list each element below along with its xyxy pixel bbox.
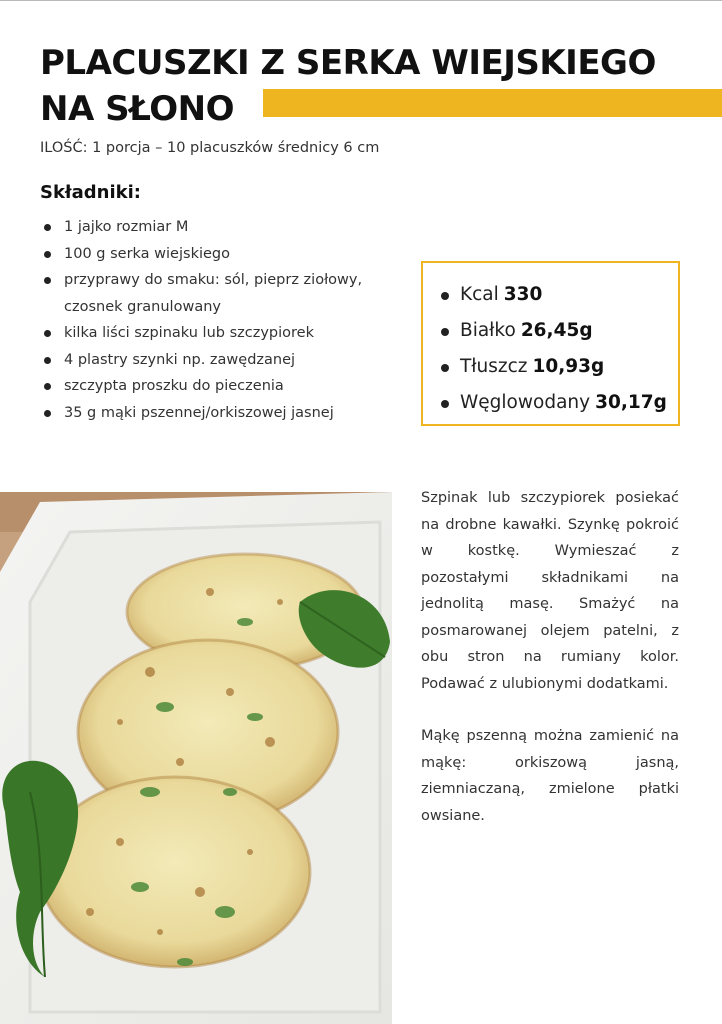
nutrition-item-kcal — [441, 277, 678, 313]
nutrition-item-fat — [441, 349, 678, 385]
ingredient-item: kilka liści szpinaku lub szczypiorek — [40, 320, 380, 347]
ingredient-item: 35 g mąki pszennej/orkiszowej jasnej — [40, 400, 380, 427]
title-accent-bar — [263, 89, 722, 117]
title-line-1: PLACUSZKI Z SERKA WIEJSKIEGO — [40, 43, 656, 83]
instructions — [421, 485, 679, 855]
top-divider — [0, 0, 722, 1]
recipe-photo — [0, 492, 392, 1024]
nutrition-label: Kcal — [460, 284, 499, 305]
nutrition-item-protein — [441, 313, 678, 349]
servings-info: ILOŚĆ: 1 porcja – 10 placuszków średnicy 6 cm — [40, 140, 380, 156]
ingredient-item: 1 jajko rozmiar M — [40, 214, 380, 241]
nutrition-list — [441, 277, 678, 421]
ingredients-list — [40, 214, 380, 426]
ingredient-item: 4 plastry szynki np. zawędzanej — [40, 347, 380, 374]
nutrition-label: Białko — [460, 320, 516, 341]
title-line-2: NA SŁONO — [40, 89, 234, 129]
ingredient-item: 100 g serka wiejskiego — [40, 241, 380, 268]
nutrition-value: 26,45g — [520, 320, 593, 341]
instructions-paragraph: Mąkę pszenną można zamienić na mąkę: orkiszową jasną, ziemniaczaną, zmielone płatki owsiane. — [421, 728, 679, 824]
nutrition-item-carbs — [441, 385, 678, 421]
nutrition-label: Węglowodany — [460, 392, 591, 413]
ingredient-item: szczypta proszku do pieczenia — [40, 373, 380, 400]
nutrition-box — [421, 261, 680, 426]
recipe-photo-illustration — [0, 492, 392, 1024]
nutrition-value: 330 — [503, 284, 543, 305]
recipe-title — [40, 40, 656, 132]
nutrition-value: 30,17g — [595, 392, 667, 413]
ingredient-item: przyprawy do smaku: sól, pieprz ziołowy, czosnek granulowany — [40, 267, 380, 320]
nutrition-value: 10,93g — [532, 356, 605, 377]
instructions-paragraph: Szpinak lub szczypiorek posiekać na drobne kawałki. Szynkę pokroić w kostkę. Wymieszać z pozostałymi składnikami na jednolitą masę. Smażyć na posmarowanej olejem patelni, z obu stron na rumiany kolor. Podawać z ulubionymi dodatkami. — [421, 490, 679, 692]
nutrition-label: Tłuszcz — [460, 356, 528, 377]
ingredients-heading: Składniki: — [40, 182, 141, 203]
